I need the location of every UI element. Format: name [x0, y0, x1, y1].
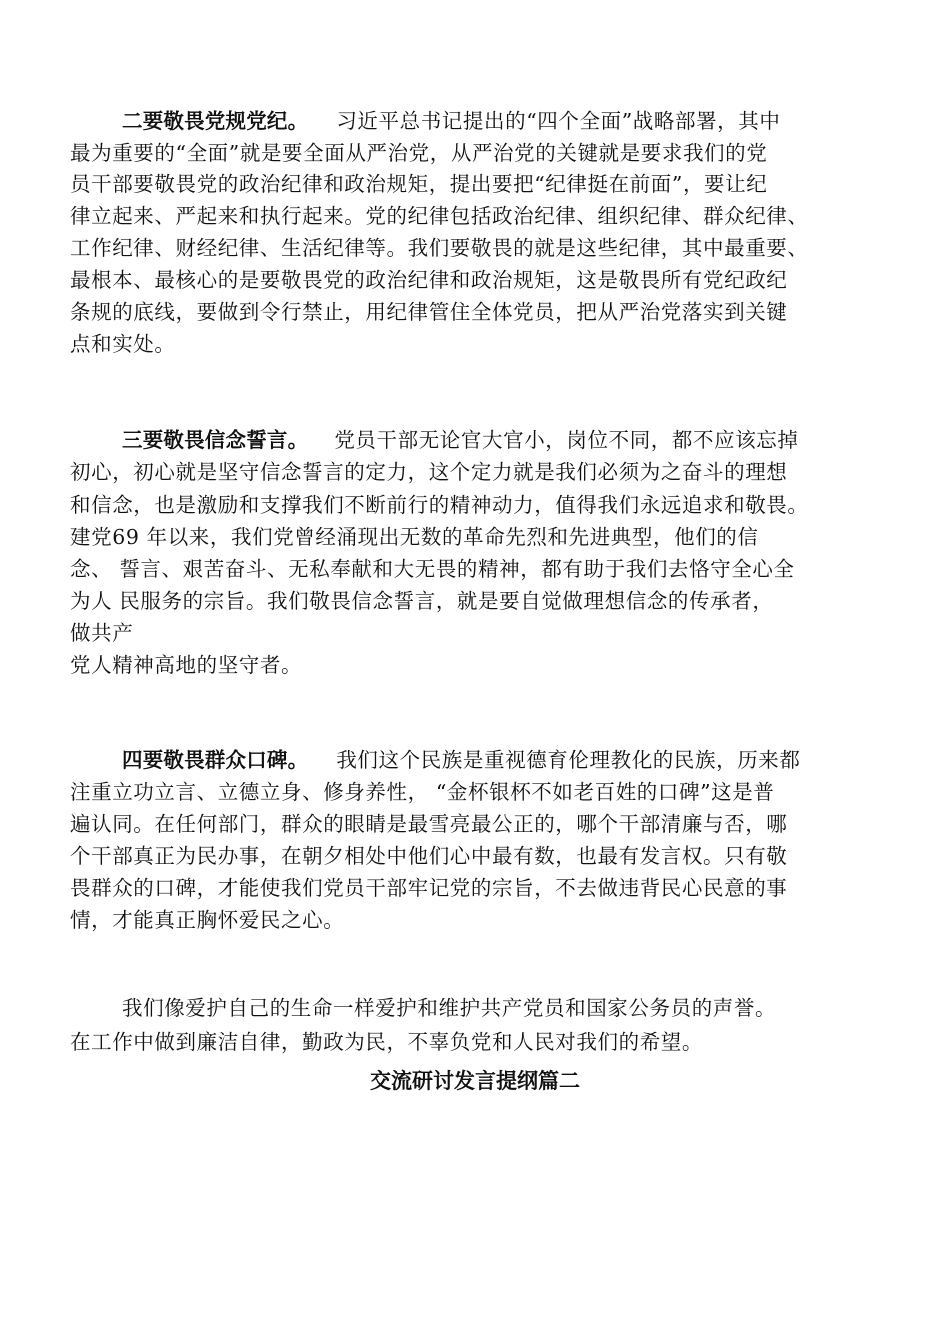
paragraph-line: 建党69 年以来，我们党曾经涌现出无数的革命先烈和先进典型，他们的信 [70, 525, 759, 549]
paragraph-line: 条规的底线，要做到令行禁止，用纪律管住全体党员，把从严治党落实到关键 [70, 300, 788, 324]
section-heading: 二要敬畏党规党纪。 [122, 109, 309, 133]
paragraph-line: 畏群众的口碑，才能使我们党员干部牢记党的宗旨，不去做违背民心民意的事 [70, 876, 788, 900]
paragraph-line: 最为重要的“全面”就是要全面从严治党，从严治党的关键就是要求我们的党 [70, 141, 768, 165]
paragraph-line: 为人 民服务的宗旨。我们敬畏信念誓言，就是要自觉做理想信念的传承者， [70, 589, 774, 613]
paragraph-line: 做共产 [70, 621, 134, 645]
paragraph-line [70, 361, 890, 391]
paragraph-line: 初心，初心就是坚守信念誓言的定力，这个定力就是我们必须为之奋斗的理想 [70, 460, 788, 484]
closing-line: 我们像爱护自己的生命一样爱护和维护共产党员和国家公务员的声誉。 [122, 996, 777, 1020]
paragraph-line: 最根本、最核心的是要敬畏党的政治纪律和政治规矩，这是敬畏所有党纪政纪 [70, 268, 788, 292]
paragraph-line: 情，才能真正胸怀爱民之心。 [70, 908, 345, 932]
paragraph-line [70, 682, 890, 712]
paragraph-line: 注重立功立言、立德立身、修身养性， “金杯银杯不如老百姓的口碑”这是普 [70, 780, 775, 804]
paragraph-line: 工作纪律、财经纪律、生活纪律等。我们要敬畏的就是这些纪律，其中最重要、 [70, 236, 809, 260]
paragraph-line: 和信念，也是激励和支撑我们不断前行的精神动力，值得我们永远追求和敬畏。 [70, 493, 809, 517]
paragraph-line: 念、 誓言、艰苦奋斗、无私奉献和大无畏的精神，都有助于我们去恪守全心全 [70, 557, 795, 581]
section-title: 交流研讨发言提纲篇二 [370, 1069, 580, 1093]
paragraph-text: 我们这个民族是重视德育伦理教化的民族，历来都 [336, 748, 801, 772]
paragraph-text: 习近平总书记提出的“四个全面”战略部署，其中 [336, 109, 781, 133]
section-heading: 三要敬畏信念誓言。 [122, 428, 309, 452]
paragraph-line [70, 106, 890, 136]
paragraph-line [70, 425, 890, 455]
closing-line: 在工作中做到廉洁自律，勤政为民，不辜负党和人民对我们的希望。 [70, 1030, 703, 1054]
paragraph-line: 个干部真正为民办事，在朝夕相处中他们心中最有数，也最有发言权。只有敬 [70, 844, 788, 868]
paragraph-line [70, 937, 890, 967]
section-heading: 四要敬畏群众口碑。 [122, 748, 309, 772]
paragraph-line: 党人精神高地的坚守者。 [70, 653, 303, 677]
paragraph-line: 律立起来、严起来和执行起来。党的纪律包括政治纪律、组织纪律、群众纪律、 [70, 204, 809, 228]
paragraph-text: 党员干部无论官大官小，岗位不同，都不应该忘掉 [334, 428, 799, 452]
paragraph-line: 遍认同。在任何部门，群众的眼睛是最雪亮最公正的，哪个干部清廉与否，哪 [70, 812, 788, 836]
paragraph-line: 点和实处。 [70, 332, 176, 356]
paragraph-line [70, 745, 890, 775]
paragraph-line: 员干部要敬畏党的政治纪律和政治规矩，提出要把“纪律挺在前面”，要让纪 [70, 172, 768, 196]
